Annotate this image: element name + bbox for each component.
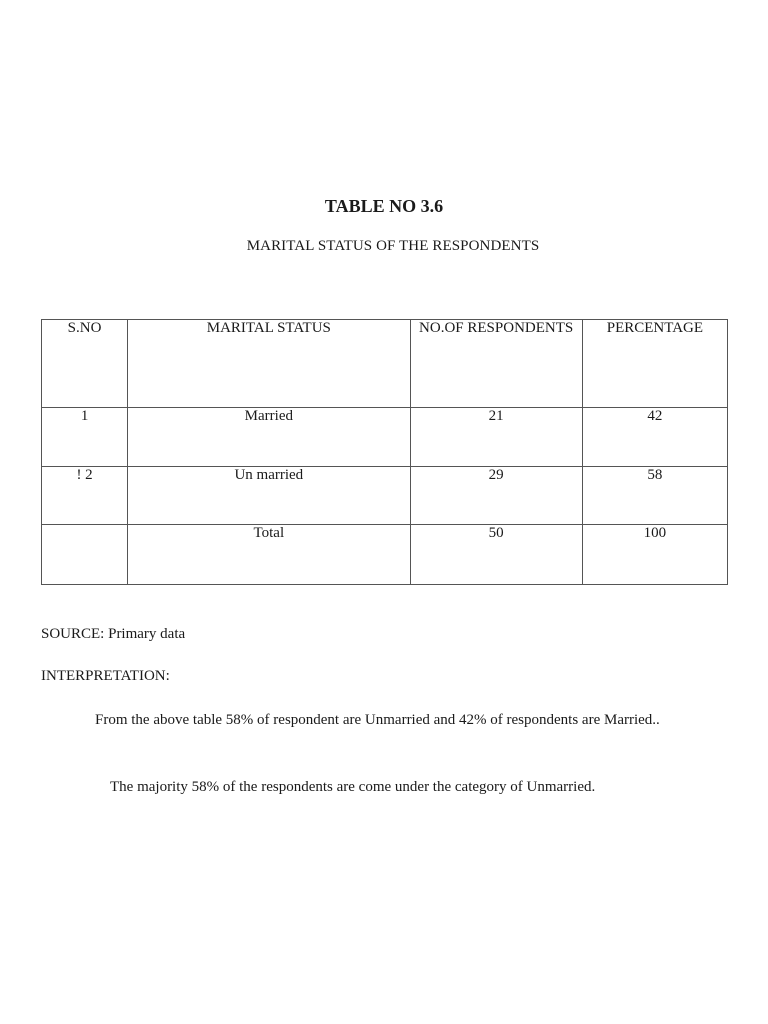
cell-respondents: 29	[410, 467, 582, 525]
cell-respondents: 50	[410, 525, 582, 585]
cell-respondents: 21	[410, 408, 582, 467]
cell-marital-status: Total	[128, 525, 410, 585]
header-sno: S.NO	[42, 320, 128, 408]
header-percentage: PERCENTAGE	[582, 320, 727, 408]
cell-sno: 1	[42, 408, 128, 467]
source-note: SOURCE: Primary data	[41, 626, 186, 642]
interpretation-paragraph-1: From the above table 58% of respondent are Unmarried and 42% of respondents are Married..	[95, 712, 660, 728]
page-title: TABLE NO 3.6	[324, 196, 444, 216]
header-marital-status: MARITAL STATUS	[128, 320, 410, 408]
cell-marital-status: Un married	[128, 467, 410, 525]
cell-marital-status: Married	[128, 408, 410, 467]
table-row	[42, 467, 728, 525]
cell-sno	[42, 525, 128, 585]
interpretation-paragraph-2: The majority 58% of the respondents are come under the category of Unmarried.	[110, 779, 596, 795]
cell-percentage: 100	[582, 525, 727, 585]
table-subtitle: MARITAL STATUS OF THE RESPONDENTS	[246, 238, 540, 254]
cell-sno: ! 2	[42, 467, 128, 525]
table-row	[42, 408, 728, 467]
header-no-of-respondents: NO.OF RESPONDENTS	[410, 320, 582, 408]
interpretation-heading: INTERPRETATION:	[41, 668, 170, 684]
table-row-total	[42, 525, 728, 585]
marital-status-table	[41, 319, 728, 585]
cell-percentage: 58	[582, 467, 727, 525]
cell-percentage: 42	[582, 408, 727, 467]
table-header-row	[42, 320, 728, 408]
